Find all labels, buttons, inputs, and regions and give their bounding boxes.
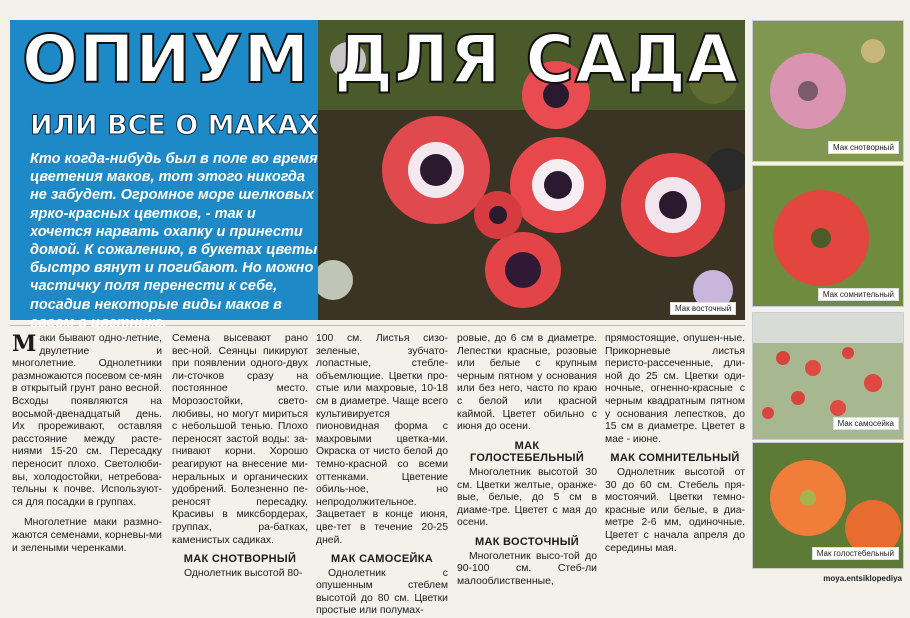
side-photo-mak-somnitelnyi: [752, 165, 904, 307]
side-caption-4: Мак голостебельный: [812, 547, 899, 560]
heading-mak-somnitelnyi: МАК СОМНИТЕЛЬНЫЙ: [610, 452, 740, 465]
heading-mak-snotvornyi: МАК СНОТВОРНЫЙ: [183, 553, 297, 566]
page-title: ОПИУМ ДЛЯ САДА: [22, 21, 739, 98]
side-photo-mak-samoseika: [752, 312, 904, 440]
flower-3: [621, 153, 725, 257]
side-photo-mak-snotvornyi: [752, 20, 904, 162]
column-4-paragraph-3: Многолетник высо-той до 90-100 см. Стеб-ли малооблиственные,: [457, 550, 597, 587]
side-caption-2: Мак сомнительный: [818, 288, 899, 301]
column-5-paragraph-2: Однолетник высотой от 30 до 60 см. Стебель пря-мостоячий. Цветки темно-красные или белые, в диа-метре 2-6 мм, одиночные. Цветет с начала апреля до середины мая.: [605, 466, 745, 554]
column-3-paragraph-2: Однолетник с опушенным стеблем высотой до 80 см. Цветки простые или полумах-: [316, 567, 448, 617]
drop-cap: М: [12, 331, 37, 357]
hero-caption: Мак восточный: [670, 302, 736, 315]
column-4-paragraph-2: Многолетник высотой 30 см. Цветки желтые, оранже-вые, белые, до 5 см в диаме-тре. Цветет с мая до осени.: [457, 466, 597, 529]
heading-mak-samoseika: МАК САМОСЕЙКА: [331, 553, 433, 566]
text-column-5: [605, 333, 745, 555]
column-2-paragraph-2: Однолетник высотой 80-: [184, 567, 303, 579]
column-2-paragraph-1: Семена высевают рано вес-ной. Сеянцы пикируют при появлении одного-двух ли-сточков сразу на постоянное место. Морозостойки, свето-любивы, но могут мириться с небольшой тенью. Плохо переносят застой воды: за-гнивают корни. Хорошо реагируют на внесение ми-неральных и органических удобрений. Болезненно пе-реносят пересадку. Красивы в миксбордерах, группах, ра-батках, каменистых садиках.: [172, 333, 308, 546]
flower-2: [510, 137, 606, 233]
side-photo-mak-golostebelnyi: [752, 442, 904, 569]
side-caption-1: Мак снотворный: [828, 141, 899, 154]
column-1-paragraph-1: [12, 333, 162, 509]
flower-6: [474, 191, 522, 239]
column-5-paragraph-1: прямостоящие, опушен-ные. Прикорневые листья перисто-рассеченные, дли-ной до 25 см. Цветки оди-ночные, огненно-красные с черным квадратным пятном у основания лепестков, до 15 см в диаметре. Цветет в мае - июне.: [605, 333, 745, 445]
side-photo-2-image: [753, 166, 903, 306]
column-1-text-1: аки бывают одно-летние, двулетние и многолетние. Однолетники размножаются посевом се-мян в открытый грунт рано весной. Всходы появляются на восьмой-двенадцатый день. Их прореживают, оставляя расстояние между расте-ниями 15-20 см. Пересадку переносит плохо. Светолюби-вы, холодостойки, нетребова-тельны к почве. Используют-ся для посадки в группах.: [12, 333, 162, 508]
page-subtitle: ИЛИ ВСЕ О МАКАХ: [30, 110, 320, 141]
flower-1: [382, 116, 490, 224]
lead-paragraph: Кто когда-нибудь был в поле во время цветения маков, тот этого никогда не забудет. Огромное море шелковых ярко-красных цветков, - так и хочется нарвать охапку и принести домой. К сожалению, в букетах цветы быстро вянут и погибают. Но можно частичку поля перенести к себе, посадив некоторые виды маков в своем в цветнике.: [30, 151, 318, 331]
heading-mak-golostebelnyi: МАК ГОЛОСТЕБЕЛЬНЫЙ: [469, 439, 585, 465]
side-caption-3: Мак самосейка: [833, 417, 899, 430]
text-column-2: [172, 333, 308, 580]
column-4-paragraph-1: ровые, до 6 см в диаметре. Лепестки красные, розовые или белые с крупным черным пятном у основания или без него, часто по краю с белой или красной каймой. Цветет обильно с июня до осени.: [457, 333, 597, 433]
text-column-3: [316, 333, 448, 618]
text-column-1: [12, 333, 162, 555]
heading-mak-vostochnyi: МАК ВОСТОЧНЫЙ: [474, 535, 580, 548]
column-1-paragraph-2: Многолетние маки размно-жаются семенами, корневы-ми и зелеными черенками.: [12, 517, 162, 554]
text-column-4: [457, 333, 597, 588]
source-credit: moya.entsiklopediya: [823, 574, 902, 583]
side-photo-1-image: [753, 21, 903, 161]
column-3-paragraph-1: 100 см. Листья сизо-зеленые, зубчато-лопастные, стебле-объемлющие. Цветки про-стые или махровые, 10-18 см в диаметре. Чаще всего культивируется пионовидная форма с махровыми цветка-ми. Окраска от чисто белой до темно-красной со всеми оттенками. Цветение обиль-ное, но непродолжительное. Зацветает в конце июня, цве-тет в течение 20-25 дней.: [316, 333, 448, 546]
flower-5: [485, 232, 561, 308]
